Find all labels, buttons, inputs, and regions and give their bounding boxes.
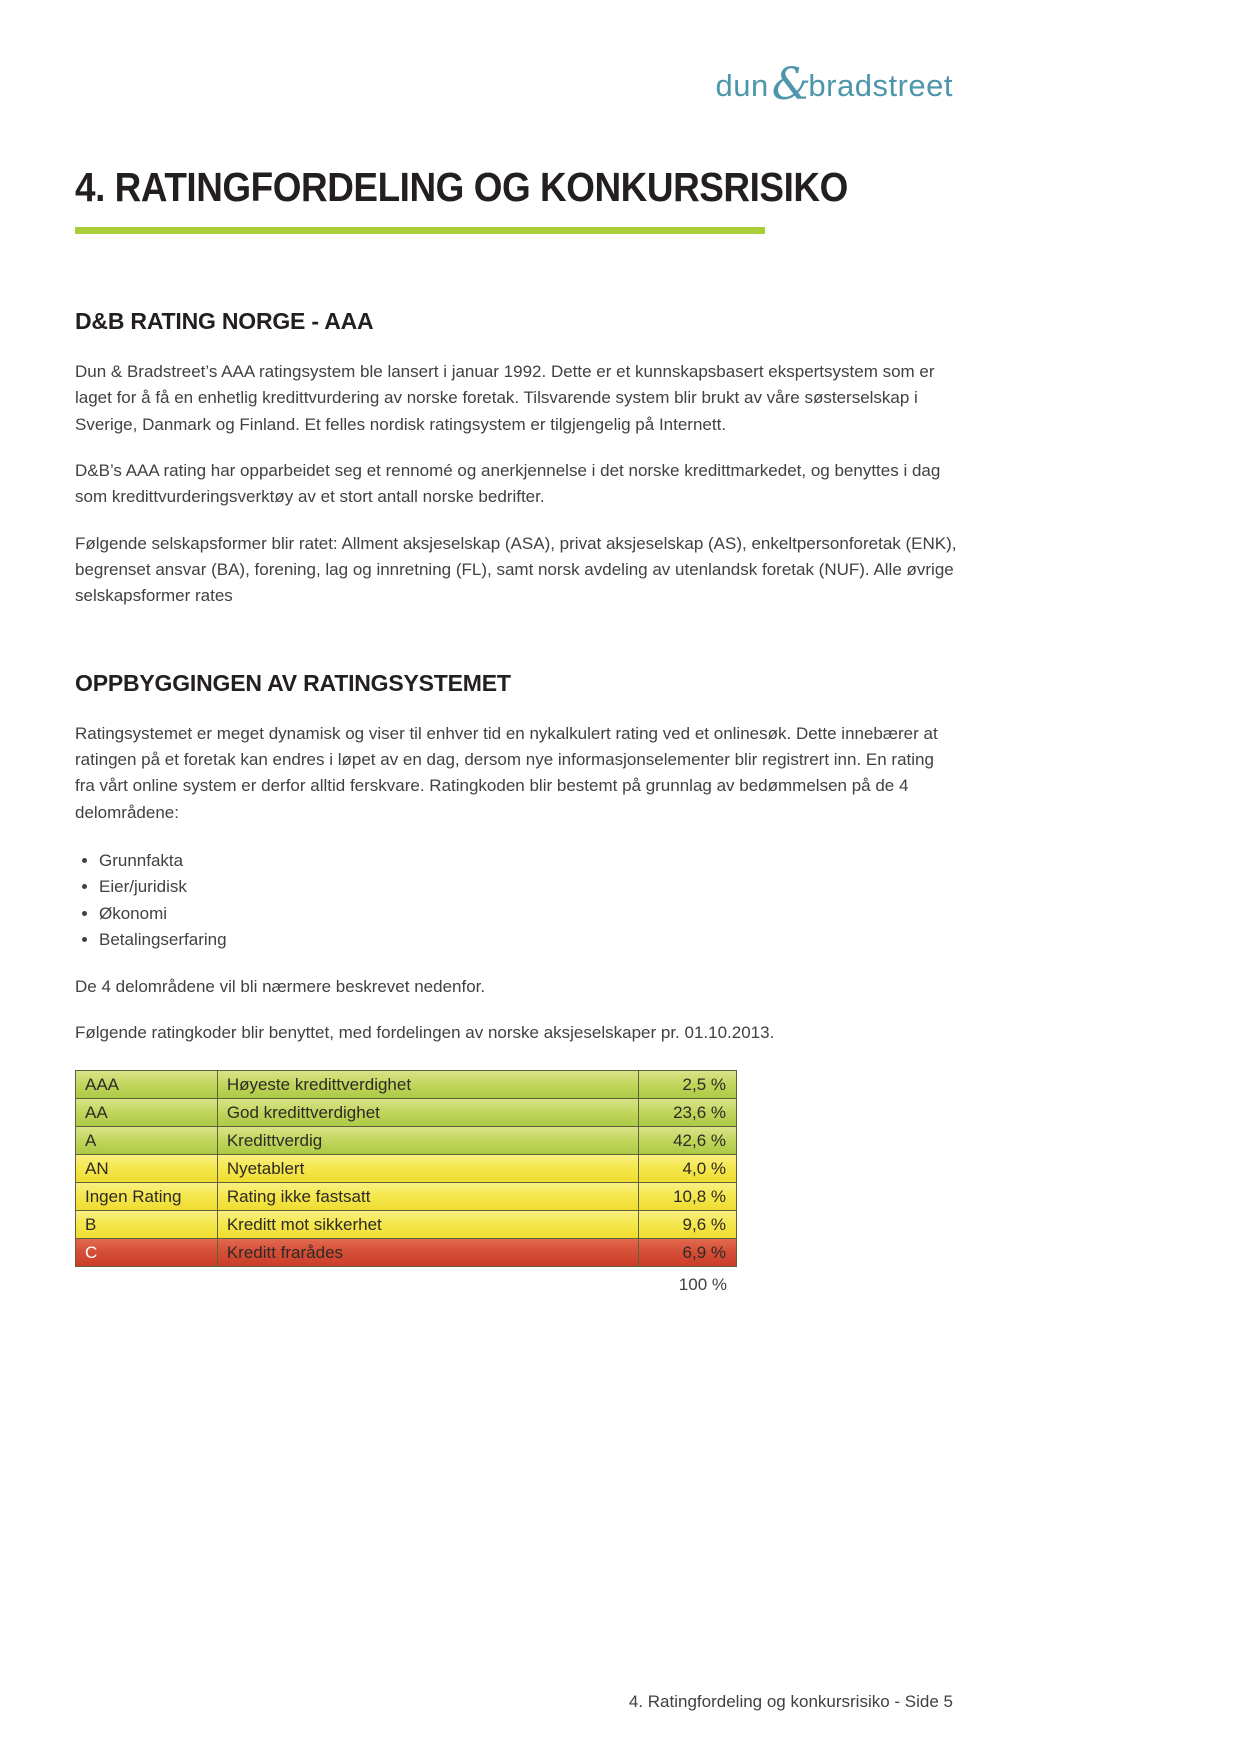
rating-table-row xyxy=(76,1071,737,1099)
rating-cell-pct: 9,6 % xyxy=(639,1211,737,1239)
rating-cell-code: C xyxy=(76,1239,218,1267)
rating-cell-pct: 2,5 % xyxy=(639,1071,737,1099)
rating-cell-desc: Nyetablert xyxy=(217,1155,638,1183)
paragraph: Dun & Bradstreet’s AAA ratingsystem ble lansert i januar 1992. Dette er et kunnskapsbasert ekspertsystem som er laget for å få en enhetlig kredittvurdering av norske foretak. Tilsvarende system blir brukt av våre søsterselskap i Sverige, Danmark og Finland. Et felles nordisk ratingsystem er tilgjengelig på Internett. xyxy=(75,362,935,434)
paragraph: Ratingsystemet er meget dynamisk og viser til enhver tid en nykalkulert rating ved et onlinesøk. Dette innebærer at ratingen på et foretak kan endres i løpet av en dag, dersom nye informasjonselementer blir registrert inn. En rating fra vårt online system er derfor alltid ferskvare. Ratingkoden blir bestemt på grunnlag av bedømmelsen på de 4 delområdene: xyxy=(75,723,938,822)
rating-cell-code: B xyxy=(76,1211,218,1239)
rating-cell-desc: Høyeste kredittverdighet xyxy=(217,1071,638,1099)
paragraph: Følgende ratingkoder blir benyttet, med fordelingen av norske aksjeselskaper pr. 01.10.2013. xyxy=(75,1022,775,1042)
rating-cell-desc: God kredittverdighet xyxy=(217,1099,638,1127)
page-content xyxy=(75,0,957,1295)
rating-cell-desc: Kreditt frarådes xyxy=(217,1239,638,1267)
list-item: • Økonomi xyxy=(99,901,957,927)
paragraph: D&B’s AAA rating har opparbeidet seg et rennomé og anerkjennelse i det norske kredittmarkedet, og benyttes i dag som kredittvurderingsverktøy av et stort antall norske bedrifter. xyxy=(75,461,941,507)
rating-cell-pct: 42,6 % xyxy=(639,1127,737,1155)
rating-table-row xyxy=(76,1211,737,1239)
rating-cell-code: AN xyxy=(76,1155,218,1183)
logo-text-bradstreet: bradstreet xyxy=(808,68,953,103)
table-total-percent: 100 % xyxy=(678,1275,727,1295)
rating-areas-list xyxy=(99,848,957,953)
paragraph: Følgende selskapsformer blir ratet: Allment aksjeselskap (ASA), privat aksjeselskap (AS), enkeltpersonforetak (ENK), begrenset ansvar (BA), forening, lag og innretning (FL), samt norsk avdeling av utenlandsk foretak (NUF). Alle øvrige selskapsformer rates xyxy=(75,533,957,606)
rating-cell-desc: Kreditt mot sikkerhet xyxy=(217,1211,638,1239)
paragraph: De 4 delområdene vil bli nærmere beskrevet nedenfor. xyxy=(75,976,486,996)
rating-cell-code: A xyxy=(76,1127,218,1155)
rating-table-rows xyxy=(76,1071,737,1267)
section-oppbyggingen xyxy=(75,670,957,1046)
rating-table-row xyxy=(76,1183,737,1211)
section-heading-oppbyggingen: OPPBYGGINGEN AV RATINGSYSTEMET xyxy=(75,669,511,696)
rating-cell-pct: 4,0 % xyxy=(639,1155,737,1183)
rating-table-row xyxy=(76,1127,737,1155)
section-db-rating-norge xyxy=(75,308,957,610)
logo-ampersand-icon: & xyxy=(771,59,812,110)
rating-cell-pct: 23,6 % xyxy=(639,1099,737,1127)
logo-text-dun: dun xyxy=(715,68,769,103)
page-title: 4. RATINGFORDELING OG KONKURSRISIKO xyxy=(75,164,848,210)
rating-cell-desc: Kredittverdig xyxy=(217,1127,638,1155)
list-item: • Grunnfakta xyxy=(99,848,957,874)
title-underline-bar xyxy=(75,227,765,234)
rating-distribution-table xyxy=(75,1070,737,1267)
page-footer: 4. Ratingfordeling og konkursrisiko - Side 5 xyxy=(628,1692,953,1711)
rating-table-row xyxy=(76,1239,737,1267)
rating-cell-code: AA xyxy=(76,1099,218,1127)
rating-cell-code: Ingen Rating xyxy=(76,1183,218,1211)
list-item: • Betalingserfaring xyxy=(99,927,957,953)
list-item: • Eier/juridisk xyxy=(99,874,957,900)
rating-cell-pct: 6,9 % xyxy=(639,1239,737,1267)
rating-table-row xyxy=(76,1155,737,1183)
section-heading-db-rating-norge: D&B RATING NORGE - AAA xyxy=(75,308,374,334)
rating-cell-code: AAA xyxy=(76,1071,218,1099)
rating-cell-desc: Rating ikke fastsatt xyxy=(217,1183,638,1211)
rating-table-row xyxy=(76,1099,737,1127)
rating-cell-pct: 10,8 % xyxy=(639,1183,737,1211)
